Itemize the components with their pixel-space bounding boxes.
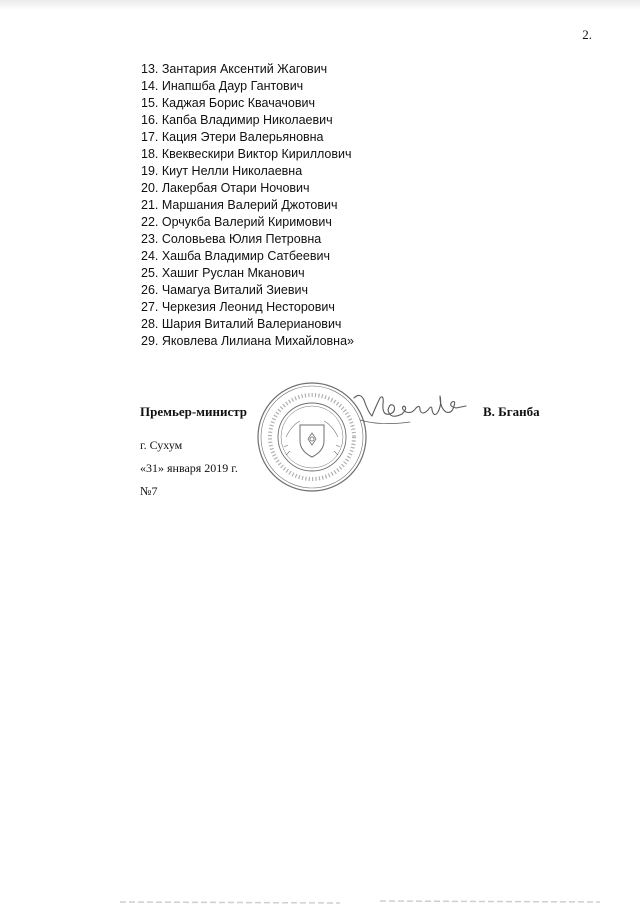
list-item: 26. Чамагуа Виталий Зиевич	[141, 283, 308, 297]
list-item: 13. Зантария Аксентий Жагович	[141, 62, 328, 76]
scan-footer-marks	[0, 893, 640, 905]
list-item: 20. Лакербая Отари Ночович	[141, 181, 310, 195]
list-item: 16. Капба Владимир Николаевич	[141, 113, 333, 127]
list-item: 18. Квеквескири Виктор Кириллович	[141, 147, 352, 161]
list-item: 17. Кация Этери Валерьяновна	[141, 130, 324, 144]
list-item: 15. Каджая Борис Квачачович	[141, 96, 315, 110]
list-item: 19. Киут Нелли Николаевна	[141, 164, 303, 178]
list-item: 28. Шария Виталий Валерианович	[141, 317, 342, 331]
signatory-name: В. Бганба	[483, 404, 540, 419]
signatory-title: Премьер-министр	[140, 404, 248, 419]
list-item: 29. Яковлева Лилиана Михайловна»	[141, 334, 354, 348]
handwritten-signature-icon	[350, 386, 470, 436]
list-item: 23. Соловьева Юлия Петровна	[141, 232, 322, 246]
scan-shadow-edge	[0, 0, 640, 10]
member-list	[141, 61, 354, 350]
list-item: 25. Хашиг Руслан Мканович	[141, 266, 305, 280]
page-number: 2.	[582, 27, 592, 42]
list-item: 24. Хашба Владимир Сатбеевич	[141, 249, 330, 263]
list-item: 14. Инапшба Даур Гантович	[141, 79, 304, 93]
list-item: 22. Орчукба Валерий Киримович	[141, 215, 332, 229]
list-item: 21. Маршания Валерий Джотович	[141, 198, 338, 212]
document-date: «31» января 2019 г.	[140, 461, 238, 475]
document-number: №7	[140, 484, 158, 498]
document-place: г. Сухум	[140, 438, 183, 452]
list-item: 27. Черкезия Леонид Несторович	[141, 300, 335, 314]
